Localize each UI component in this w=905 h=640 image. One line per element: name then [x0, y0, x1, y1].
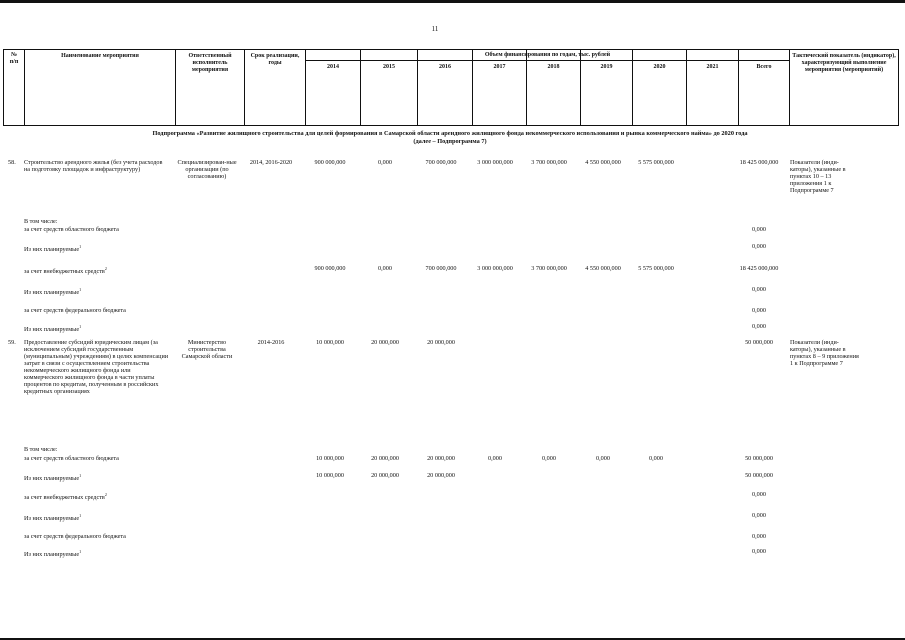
header-year-2019: 2019: [600, 64, 613, 70]
row-extrabudget-2017: 3 000 000,000: [477, 265, 513, 272]
row-regional-budget-total: 50 000,000: [745, 455, 773, 462]
header-name: Наименование мероприятия: [61, 53, 139, 59]
item-executor: Специализирован-ные организации (по согласованию): [177, 159, 237, 180]
row-federal-budget-label: за счет средств федерального бюджета: [24, 533, 126, 540]
row-regional-budget-2016: 20 000,000: [427, 455, 455, 462]
row-planned-label: Из них планируемые$^1$: [24, 244, 82, 254]
header-year-2018: 2018: [547, 64, 560, 70]
row-planned-2014: 10 000,000: [316, 472, 344, 479]
row-regional-budget-2015: 20 000,000: [371, 455, 399, 462]
row-federal-budget-total: 0,000: [752, 533, 766, 540]
value-2016: 20 000,000: [427, 339, 455, 346]
value-2015: 0,000: [378, 159, 392, 166]
value-2019: 4 550 000,000: [585, 159, 621, 166]
row-federal-budget-total: 0,000: [752, 307, 766, 314]
row-planned-total: 0,000: [752, 323, 766, 330]
item-term: 2014-2016: [257, 339, 285, 346]
item-term: 2014, 2016-2020: [249, 159, 293, 166]
row-extrabudget-total: 0,000: [752, 491, 766, 498]
row-planned-total: 0,000: [752, 512, 766, 519]
row-extrabudget-label: за счет внебюджетных средств$^2$: [24, 266, 107, 276]
value-2014: 10 000,000: [316, 339, 344, 346]
header-year-2014: 2014: [327, 64, 339, 70]
row-extrabudget-2014: 900 000,000: [314, 265, 346, 272]
value-2017: 3 000 000,000: [477, 159, 513, 166]
header-term: Срок реализации, годы: [250, 53, 300, 66]
item-number: 58.: [8, 159, 16, 166]
item-executor: Министерство строительства Самарской области: [181, 339, 233, 360]
row-extrabudget-2020: 5 575 000,000: [638, 265, 674, 272]
row-extrabudget-label: за счет внебюджетных средств$^2$: [24, 492, 107, 502]
top-border: [0, 0, 905, 3]
header-executor: Ответственный исполнитель мероприятия: [188, 53, 232, 73]
item-name: Предоставление субсидий юридическим лицам (за исключением субсидий государственным (муниципальным) учреждениям) в целях компенсации затрат в связи с осуществлением строительства некоммерческого жилищного фонда или коммерческого жилищного фонда в части уплаты процентов по кредитам, полученным в российских кредитных организациях: [24, 339, 169, 395]
row-extrabudget-2019: 4 550 000,000: [585, 265, 621, 272]
row-planned-total: 0,000: [752, 548, 766, 555]
row-extrabudget-2018: 3 700 000,000: [531, 265, 567, 272]
row-regional-budget-2018: 0,000: [542, 455, 556, 462]
row-planned-total: 0,000: [752, 286, 766, 293]
row-planned-label: Из них планируемые$^1$: [24, 549, 82, 559]
item-target: Показатели (инди-каторы), указанные в пунктах 10 – 13 приложения 1 к Подпрограмме 7: [790, 159, 846, 194]
row-regional-budget-total: 0,000: [752, 226, 766, 233]
row-regional-budget-2019: 0,000: [596, 455, 610, 462]
row-regional-budget-2014: 10 000,000: [316, 455, 344, 462]
row-planned-label: Из них планируемые$^1$: [24, 513, 82, 523]
row-planned-total: 0,000: [752, 243, 766, 250]
row-regional-budget-2017: 0,000: [488, 455, 502, 462]
row-planned-total: 50 000,000: [745, 472, 773, 479]
item-target: Показатели (инди-каторы), указанные в пунктах 8 – 9 приложения 1 к Подпрограмме 7: [790, 339, 859, 367]
item-number: 59.: [8, 339, 16, 346]
value-total: 18 425 000,000: [739, 159, 779, 166]
page-number: 11: [431, 25, 439, 33]
value-2020: 5 575 000,000: [638, 159, 674, 166]
header-no: № п/п: [9, 52, 19, 65]
value-total: 50 000,000: [745, 339, 773, 346]
row-regional-budget-label: за счет средств областного бюджета: [24, 455, 119, 462]
header-year-2017: 2017: [493, 64, 506, 70]
row-extrabudget-2016: 700 000,000: [425, 265, 457, 272]
value-2016: 700 000,000: [425, 159, 457, 166]
row-extrabudget-total: 18 425 000,000: [739, 265, 779, 272]
header-financing: Объем финансирования по годам, тыс. рублей: [484, 52, 611, 58]
header-total: Всего: [756, 64, 772, 70]
including-label: В том числе:: [24, 446, 58, 453]
row-planned-label: Из них планируемые$^1$: [24, 324, 82, 334]
header-year-2015: 2015: [383, 64, 395, 70]
row-planned-2016: 20 000,000: [427, 472, 455, 479]
including-label: В том числе:: [24, 218, 58, 225]
row-planned-label: Из них планируемые$^1$: [24, 473, 82, 483]
row-planned-label: Из них планируемые$^1$: [24, 287, 82, 297]
value-2018: 3 700 000,000: [531, 159, 567, 166]
row-planned-2015: 20 000,000: [371, 472, 399, 479]
item-name: Строительство арендного жилья (без учета расходов на подготовку площадок и инфраструктуру): [24, 159, 163, 173]
row-regional-budget-label: за счет средств областного бюджета: [24, 226, 119, 233]
value-2015: 20 000,000: [371, 339, 399, 346]
subprogram-title: Подпрограмма «Развитие жилищного строительства для целей формирования в Самарской области арендного жилищного фонда некоммерческого использования и рынка коммерческого найма» до 2020 года (далее – Подпрограмма 7): [152, 130, 748, 145]
header-target: Тактический показатель (индикатор), характеризующий выполнение мероприятия (мероприятий): [792, 53, 896, 73]
row-regional-budget-2020: 0,000: [649, 455, 663, 462]
header-year-2021: 2021: [706, 64, 719, 70]
value-2014: 900 000,000: [314, 159, 346, 166]
row-extrabudget-2015: 0,000: [378, 265, 392, 272]
header-year-2016: 2016: [439, 64, 451, 70]
header-year-2020: 2020: [653, 64, 666, 70]
table-header: [3, 49, 899, 126]
row-federal-budget-label: за счет средств федерального бюджета: [24, 307, 126, 314]
